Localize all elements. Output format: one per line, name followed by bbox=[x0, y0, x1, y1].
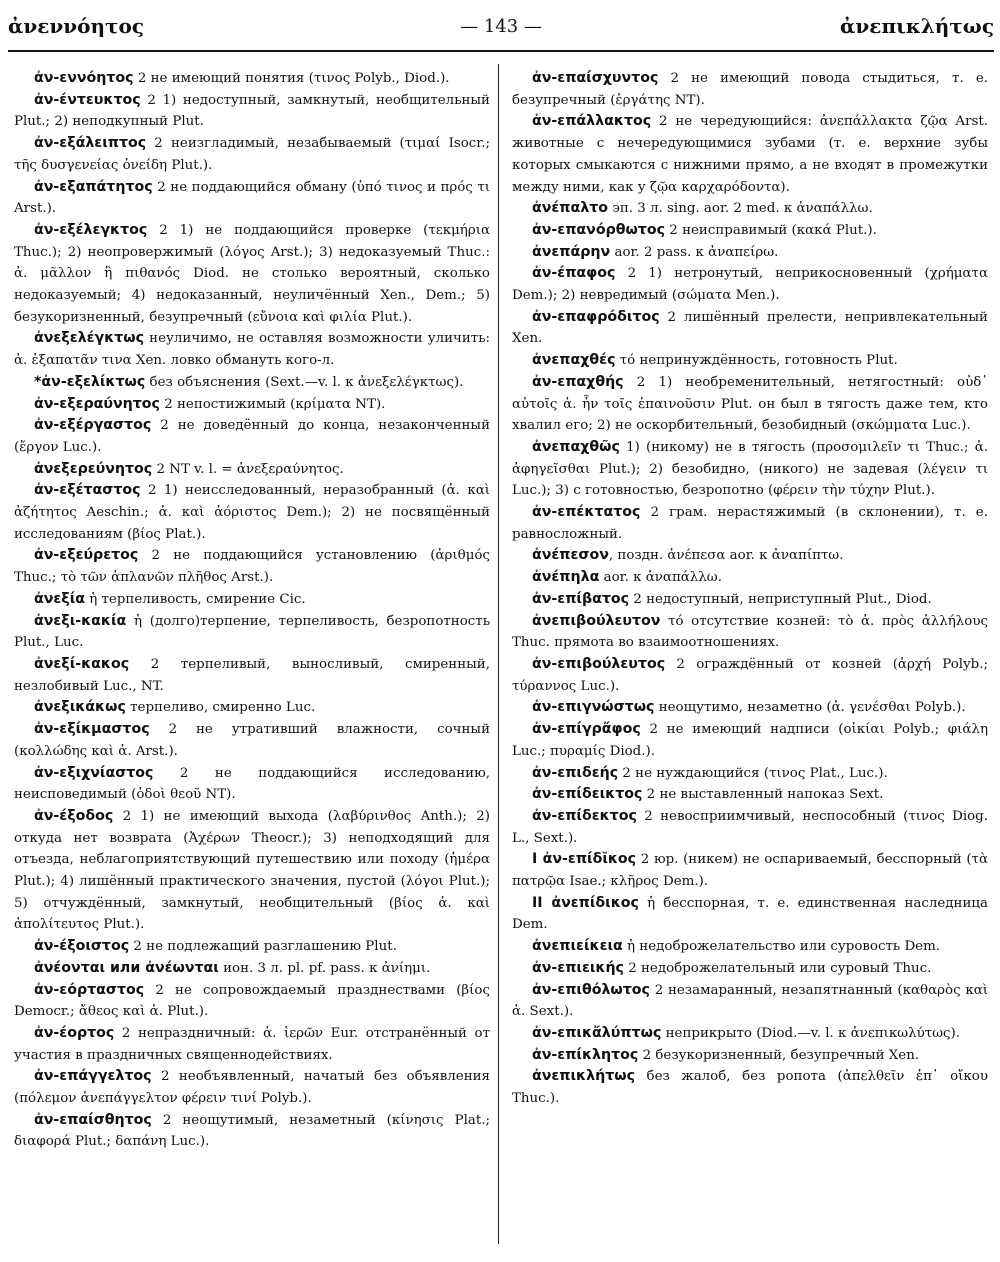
entry-definition: эп. 3 л. sing. aor. 2 med. к ἀναπάλλω. bbox=[608, 201, 873, 217]
entry-headword: I ἀν-επίδῐκος bbox=[532, 851, 637, 868]
entry-headword: ἀν-επίκλητος bbox=[532, 1046, 639, 1063]
dictionary-entry bbox=[512, 936, 988, 958]
entry-headword: ἀν-επιβούλευτος bbox=[532, 655, 666, 672]
entry-headword: ἀνεξία bbox=[34, 590, 85, 607]
entry-definition: 2 не чередующийся: ἀνεπάλλακτα ζῷα Arst. животные с нечередующимися зубами (т. е. верхние зубы которых смыкаются с нижними прямо, а не входят в промежутки между ними, как у ζῷα καρχαρόδοντα). bbox=[512, 114, 988, 195]
entry-headword: ἀν-επέκτατος bbox=[532, 504, 641, 521]
entry-headword: ἀν-έπαφος bbox=[532, 265, 616, 282]
entry-definition: 2 недоступный, неприступный Plut., Diod. bbox=[629, 591, 932, 607]
dictionary-entry bbox=[14, 68, 490, 90]
entry-definition: 2 1) не имеющий выхода (λαβύρινθος Anth.); 2) откуда нет возврата (Ἀχέρων Theocr.); 3) неподходящий для отъезда, неблагоприятствующий путешествию или походу (ἡμέρα Plut.); 4) лишённый практического значения, пустой (λόγοι Plut.); 5) отчуждённый, замкнутый, необщительный (βίος ἀ. καὶ ἀπολίτευτος Plut.). bbox=[14, 808, 490, 933]
entry-headword: ἀν-εξάλειπτος bbox=[34, 135, 147, 152]
entry-headword: ἀν-επίγρἄφος bbox=[532, 721, 641, 738]
dictionary-entry bbox=[512, 784, 988, 806]
dictionary-entry bbox=[512, 198, 988, 220]
dictionary-entry bbox=[512, 263, 988, 306]
entry-headword: ἀνεπάρην bbox=[532, 243, 611, 260]
entry-definition: 2 необъявленный, начатый без объявления (πόλεμον ἀνεπάγγελτον φέρειν τινί Polyb.). bbox=[14, 1069, 490, 1107]
entry-headword: ἀν-επαίσχυντος bbox=[532, 70, 659, 86]
entry-headword: ἀνέπηλα bbox=[532, 569, 600, 586]
entry-headword: ἀν-επικἄλύπτως bbox=[532, 1024, 662, 1041]
entry-definition: 1) (никому) не в тягость (προσομιλεῖν τι Thuc.; ἀ. ἀφηγεῖσθαι Plut.); 2) безобидно, (никого) не задевая (λέγειν τι Luc.); 3) с готовностью, безропотно (φέρειν τὴν τύχην Plut.). bbox=[512, 439, 988, 499]
entry-definition: τό непринуждённость, готовность Plut. bbox=[615, 353, 898, 369]
entry-definition: 2 непостижимый (κρίματα NT). bbox=[159, 396, 386, 412]
dictionary-entry bbox=[512, 68, 988, 111]
entry-headword: ἀν-έξοδος bbox=[34, 807, 114, 824]
entry-definition: 2 не имеющий повода стыдиться, т. е. безупречный (ἐργάτης NT). bbox=[512, 71, 988, 108]
column-divider bbox=[498, 64, 499, 1244]
dictionary-entry bbox=[512, 893, 988, 936]
dictionary-entry bbox=[14, 958, 490, 980]
entry-definition: aor. 2 pass. к ἀναπείρω. bbox=[610, 244, 779, 260]
entry-definition: 2 не поддающийся обману (ὑπό τινος и πρός τι Arst.). bbox=[14, 179, 490, 217]
dictionary-entry bbox=[14, 719, 490, 762]
entry-definition: ἡ терпеливость, смирение Cic. bbox=[84, 591, 306, 607]
dictionary-entry bbox=[14, 936, 490, 958]
dictionary-entry bbox=[512, 242, 988, 264]
right-column bbox=[512, 68, 988, 1110]
entry-definition: 2 не имеющий надписи (οἰκίαι Polyb.; φιάλη Luc.; πυραμίς Diod.). bbox=[512, 722, 988, 759]
dictionary-entry bbox=[512, 111, 988, 198]
entry-definition: 2 незамаранный, незапятнанный (καθαρὸς καὶ ἀ. Sext.). bbox=[512, 982, 988, 1020]
entry-definition: 2 неощутимый, незаметный (κίνησις Plat.; διαφορά Plut.; δαπάνη Luc.). bbox=[14, 1112, 490, 1150]
entry-headword: ἀν-επάλλακτος bbox=[532, 113, 652, 130]
dictionary-entry bbox=[512, 589, 988, 611]
entry-headword: ἀνέπαλτο bbox=[532, 200, 609, 217]
entry-definition: 2 юр. (никем) не оспариваемый, бесспорный (τὰ πατρῷα Isae.; κλῆρος Dem.). bbox=[512, 852, 988, 890]
entry-headword: ἀνεξι-κακία bbox=[34, 612, 127, 629]
entry-definition: без жалоб, без ропота (ἀπελθεῖν ἐπ᾽ οἴκου Thuc.). bbox=[512, 1069, 988, 1107]
entry-headword: ἀν-επιδεής bbox=[532, 764, 619, 781]
entry-headword: ἀνέονται или ἀνέωνται bbox=[34, 959, 219, 976]
entry-definition: 2 NT v. l. = ἀνεξεραύνητος. bbox=[152, 461, 344, 477]
entry-definition: ἡ бесспорная, т. е. единственная наследница Dem. bbox=[512, 895, 988, 933]
entry-headword: ἀνέπεσον bbox=[532, 547, 609, 564]
dictionary-entry bbox=[14, 545, 490, 588]
entry-definition: 2 непраздничный: ἀ. ἱερῶν Eur. отстранённый от участия в праздничных священнодействиях. bbox=[14, 1025, 490, 1063]
entry-headword: ἀν-επανόρθωτος bbox=[532, 221, 666, 238]
entry-headword: ἀν-εόρταστος bbox=[34, 981, 145, 998]
page-header bbox=[8, 6, 994, 52]
dictionary-entry bbox=[14, 133, 490, 176]
entry-headword: ἀν-εξιχνίαστος bbox=[34, 764, 154, 781]
entry-definition: 2 неисправимый (κακά Plut.). bbox=[665, 222, 877, 238]
entry-headword: ἀνεπαχθές bbox=[532, 352, 616, 369]
entry-headword: ἀνεξί-κακος bbox=[34, 655, 130, 672]
entry-headword: ἀν-επιγνώστως bbox=[532, 699, 655, 716]
entry-definition: 2 не имеющий понятия (τινος Polyb., Diod.). bbox=[133, 71, 450, 86]
entry-headword: ἀν-επαφρόδιτος bbox=[532, 308, 660, 325]
dictionary-entry bbox=[14, 459, 490, 481]
entry-definition: 2 не доведённый до конца, незаконченный (ἔργον Luc.). bbox=[14, 418, 490, 455]
entry-headword: ἀν-έξοιστος bbox=[34, 938, 130, 955]
entry-definition: неощутимо, незаметно (ἀ. γενέσθαι Polyb.). bbox=[654, 700, 966, 716]
entry-definition: 2 не выставленный напоказ Sext. bbox=[642, 787, 884, 803]
header-first-word: ἀνεννόητος bbox=[8, 14, 145, 38]
entry-definition: 2 не поддающийся исследованию, неисповедимый (ὁδοὶ θεοῦ NT). bbox=[14, 765, 490, 803]
dictionary-entry bbox=[512, 958, 988, 980]
dictionary-entry bbox=[14, 328, 490, 371]
dictionary-entry bbox=[14, 220, 490, 329]
dictionary-entry bbox=[512, 220, 988, 242]
entry-headword: ἀν-επίδεκτος bbox=[532, 807, 637, 824]
entry-definition: терпеливо, смиренно Luc. bbox=[125, 700, 316, 716]
entry-headword: ἀν-εξεύρετος bbox=[34, 547, 139, 564]
entry-definition: 2 лишённый прелести, непривлекательный Xen. bbox=[512, 309, 988, 347]
dictionary-entry bbox=[512, 502, 988, 545]
dictionary-entry bbox=[14, 394, 490, 416]
dictionary-entry bbox=[14, 177, 490, 220]
entry-headword: ἀνεξερεύνητος bbox=[34, 460, 153, 477]
entry-definition: 2 не подлежащий разглашению Plut. bbox=[129, 939, 397, 955]
entry-headword: ἀν-επιθόλωτος bbox=[532, 981, 650, 998]
dictionary-entry bbox=[512, 1045, 988, 1067]
dictionary-entry bbox=[512, 697, 988, 719]
entry-headword: ἀν-εξίκμαστος bbox=[34, 721, 150, 738]
entry-definition: ἡ (долго)терпение, терпеливость, безропотность Plut., Luc. bbox=[14, 613, 490, 651]
entry-definition: 2 ограждённый от козней (ἀρχή Polyb.; τύραννος Luc.). bbox=[512, 656, 988, 694]
entry-headword: ἀν-επάγγελτος bbox=[34, 1068, 152, 1085]
entry-headword: ἀν-εξέργαστος bbox=[34, 417, 152, 434]
entry-headword: ἀνεπιείκεια bbox=[532, 938, 623, 955]
entry-headword: ἀνεπικλήτως bbox=[532, 1068, 636, 1085]
dictionary-entry bbox=[512, 611, 988, 654]
dictionary-entry bbox=[14, 372, 490, 394]
dictionary-entry bbox=[512, 980, 988, 1023]
entry-headword: ἀνεπιβούλευτον bbox=[532, 612, 661, 629]
dictionary-entry bbox=[14, 1110, 490, 1153]
dictionary-entry bbox=[512, 545, 988, 567]
entry-headword: ἀν-εξέταστος bbox=[34, 482, 141, 499]
entry-definition: τό отсутствие козней: τὸ ἀ. πρὸς ἀλλήλους Thuc. прямота во взаимоотношениях. bbox=[512, 613, 988, 651]
entry-definition: 2 не утративший влажности, сочный (κολλώδης καὶ ἀ. Arst.). bbox=[14, 722, 490, 759]
dictionary-entry bbox=[14, 763, 490, 806]
dictionary-entry bbox=[14, 415, 490, 458]
entry-definition: неуличимо, не оставляя возможности уличить: ἀ. ἐξαπατᾶν τινα Xen. ловко обмануть кого-л. bbox=[14, 331, 490, 369]
dictionary-entry bbox=[14, 480, 490, 545]
dictionary-entry bbox=[512, 307, 988, 350]
dictionary-entry bbox=[512, 1066, 988, 1109]
entry-definition: ἡ недоброжелательство или суровость Dem. bbox=[622, 939, 941, 955]
header-last-word: ἀνεπικλήτως bbox=[840, 14, 994, 38]
dictionary-entry bbox=[512, 763, 988, 785]
dictionary-entry bbox=[14, 589, 490, 611]
entry-headword: ἀν-εξαπάτητος bbox=[34, 178, 153, 195]
entry-headword: ἀν-εννόητος bbox=[34, 70, 134, 86]
entry-definition: 2 не сопровождаемый празднествами (βίος Democr.; ἄθεος καὶ ἀ. Plut.). bbox=[14, 982, 490, 1020]
dictionary-entry bbox=[14, 654, 490, 697]
entry-definition: aor. к ἀναπάλλω. bbox=[599, 570, 722, 586]
dictionary-entry bbox=[512, 1023, 988, 1045]
dictionary-entry bbox=[512, 350, 988, 372]
entry-definition: 2 не нуждающийся (τινος Plat., Luc.). bbox=[618, 765, 888, 781]
dictionary-entry bbox=[14, 1066, 490, 1109]
entry-headword: *ἀν-εξελίκτως bbox=[34, 373, 146, 390]
entry-headword: ἀν-έορτος bbox=[34, 1024, 115, 1041]
entry-definition: 2 грам. нерастяжимый (в склонении), т. е. равносложный. bbox=[512, 505, 988, 542]
dictionary-entry bbox=[14, 1023, 490, 1066]
dictionary-entry bbox=[512, 849, 988, 892]
entry-definition: 2 не поддающийся установлению (ἀριθμός Thuc.; τὸ τῶν ἀπλανῶν πλῆθος Arst.). bbox=[14, 548, 490, 586]
dictionary-entry bbox=[512, 806, 988, 849]
entry-headword: II ἀνεπίδικος bbox=[532, 894, 639, 911]
entry-definition: 2 1) недоступный, замкнутый, необщительный Plut.; 2) неподкупный Plut. bbox=[14, 92, 490, 130]
entry-headword: ἀν-εξεραύνητος bbox=[34, 395, 160, 412]
dictionary-entry bbox=[14, 611, 490, 654]
entry-definition: 2 1) нетронутый, неприкосновенный (χρήματα Dem.); 2) невредимый (σώματα Men.). bbox=[512, 266, 988, 304]
left-column bbox=[14, 68, 490, 1153]
dictionary-entry bbox=[512, 437, 988, 502]
entry-headword: ἀν-επίδεικτος bbox=[532, 786, 643, 803]
entry-definition: 2 невосприимчивый, неспособный (τινος Diog. L., Sext.). bbox=[512, 808, 988, 846]
entry-definition: 2 1) не поддающийся проверке (τεκμήρια Thuc.); 2) неопровержимый (λόγος Arst.); 3) недоказуемый Thuc.: ἀ. μᾶλλον ἢ πιθανός Diod. не столько вероятный, сколько недоказуемый; 4) недоказанный, неуличённый Xen., Dem.; 5) безукоризненный, безупречный (εὔνοια καὶ φιλία Plut.). bbox=[14, 222, 490, 325]
dictionary-entry bbox=[14, 806, 490, 936]
dictionary-entry bbox=[14, 697, 490, 719]
dictionary-entry bbox=[512, 567, 988, 589]
entry-definition: без объяснения (Sext.—v. l. к ἀνεξελέγκτως). bbox=[145, 374, 464, 390]
entry-definition: , поздн. ἀνέπεσα aor. к ἀναπίπτω. bbox=[608, 548, 844, 564]
entry-headword: ἀν-επίβατος bbox=[532, 590, 630, 607]
entry-definition: 2 терпеливый, выносливый, смиренный, незлобивый Luc., NT. bbox=[14, 656, 490, 694]
dictionary-entry bbox=[14, 90, 490, 133]
page-number: — 143 — bbox=[460, 16, 542, 37]
entry-definition: неприкрыто (Diod.—v. l. к ἀνεπικωλύτως). bbox=[661, 1025, 961, 1041]
dictionary-entry bbox=[512, 372, 988, 437]
entry-definition: 2 неизгладимый, незабываемый (τιμαί Isocr.; τῆς δυσγενείας ὀνείδη Plut.). bbox=[14, 136, 490, 173]
entry-definition: 2 недоброжелательный или суровый Thuc. bbox=[623, 960, 932, 976]
dictionary-entry bbox=[512, 719, 988, 762]
entry-headword: ἀνεξελέγκτως bbox=[34, 330, 145, 347]
entry-definition: 2 безукоризненный, безупречный Xen. bbox=[638, 1047, 920, 1063]
entry-headword: ἀν-επαχθής bbox=[532, 373, 624, 390]
entry-headword: ἀν-εξέλεγκτος bbox=[34, 221, 148, 238]
entry-definition: 2 1) необременительный, нетягостный: οὐδ᾽ αὐτοῖς ἀ. ἦν τοῖς ἐπαινοῦσιν Plut. он был в тягость даже тем, кто хвалил его; 2) не оскорбительный, безобидный (σκώμματα Luc.). bbox=[512, 374, 988, 434]
entry-definition: 2 1) неисследованный, неразобранный (ἀ. καὶ ἀζήτητος Aeschin.; ἀ. καὶ ἀόριστος Dem.); 2) не посвящённый исследованиям (βίος Plat.). bbox=[14, 483, 490, 542]
entry-headword: ἀν-επιεικής bbox=[532, 959, 624, 976]
entry-headword: ἀνεπαχθῶς bbox=[532, 438, 620, 455]
entry-headword: ἀν-έντευκτος bbox=[34, 91, 141, 108]
dictionary-entry bbox=[14, 980, 490, 1023]
entry-headword: ἀνεξικάκως bbox=[34, 699, 126, 716]
entry-headword: ἀν-επαίσθητος bbox=[34, 1111, 152, 1128]
dictionary-entry bbox=[512, 654, 988, 697]
entry-definition: ион. 3 л. pl. pf. pass. к ἀνίημι. bbox=[218, 960, 431, 976]
